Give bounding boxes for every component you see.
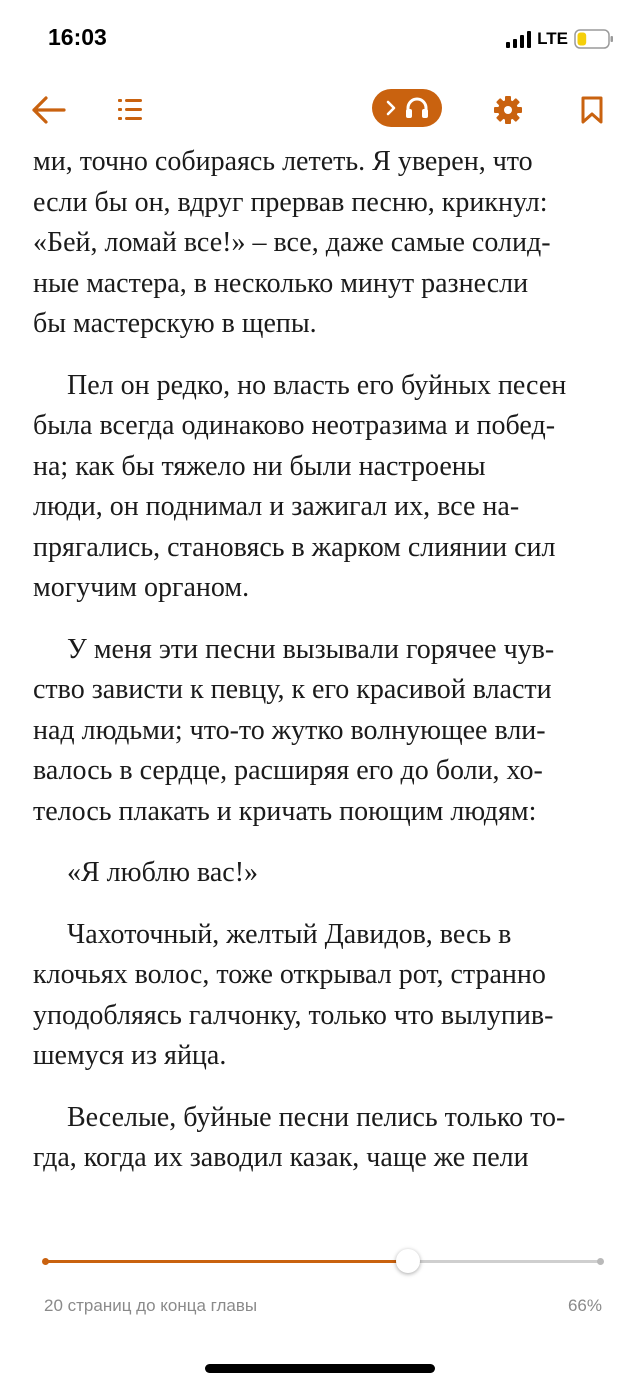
- progress-start-dot: [42, 1258, 49, 1265]
- progress-percent: 66%: [567, 1296, 602, 1315]
- chapter-progress-slider[interactable]: [44, 1260, 602, 1266]
- paragraph: Веселые, буйные песни пелись только то- гда, когда их заводил казак, чаще же пели: [33, 1101, 566, 1173]
- toc-button[interactable]: [110, 90, 150, 130]
- chevron-right-icon: [384, 99, 398, 117]
- network-type: LTE: [537, 29, 568, 48]
- gear-icon: [493, 95, 523, 125]
- settings-button[interactable]: [488, 90, 528, 130]
- paragraph: Пел он редко, но власть его буйных песен была всегда одинаково неотразима и побед- на; как бы тяжело ни были настроены люди, он поднимал и зажигал их, все на- прягались, становясь в жарком слиянии сил могучим органом.: [33, 369, 567, 603]
- headphones-icon: [404, 96, 430, 120]
- status-bar: [0, 0, 640, 80]
- bookmark-icon: [579, 95, 605, 125]
- status-indicators: [506, 28, 614, 50]
- paragraph: У меня эти песни вызывали горячее чув- ство зависти к певцу, к его красивой власти над людьми; что-то жутко волнующее вли- валось в сердце, расширяя его до боли, хо- телось плакать и кричать поющим людям:: [33, 633, 555, 827]
- progress-thumb[interactable]: [396, 1249, 420, 1273]
- home-indicator[interactable]: [205, 1364, 435, 1373]
- paragraph: Чахоточный, желтый Давидов, весь в клочьях волос, тоже открывал рот, странно уподобляясь галчонку, только что вылупив- шемуся из яйца.: [33, 918, 554, 1071]
- progress-fill: [44, 1260, 408, 1263]
- bookmark-button[interactable]: [572, 90, 612, 130]
- audio-button[interactable]: [372, 89, 442, 127]
- reader-toolbar: [0, 80, 640, 140]
- reader-text: [33, 142, 613, 1200]
- paragraph: ми, точно собираясь лететь. Я уверен, что если бы он, вдруг прервав песню, крикнул: «Бей, ломай все!» – все, даже самые солид- ные мастера, в несколько минут разнесли бы мастерскую в щепы.: [33, 146, 551, 339]
- cellular-signal-icon: [506, 31, 531, 48]
- list-icon: [114, 96, 146, 124]
- back-button[interactable]: [28, 90, 68, 130]
- battery-icon: [574, 29, 614, 49]
- arrow-left-icon: [30, 95, 66, 125]
- progress-end-dot: [597, 1258, 604, 1265]
- pages-left-label: 20 страниц до конца главы: [44, 1296, 258, 1315]
- status-time: 16:03: [48, 24, 107, 50]
- paragraph: «Я люблю вас!»: [67, 857, 259, 888]
